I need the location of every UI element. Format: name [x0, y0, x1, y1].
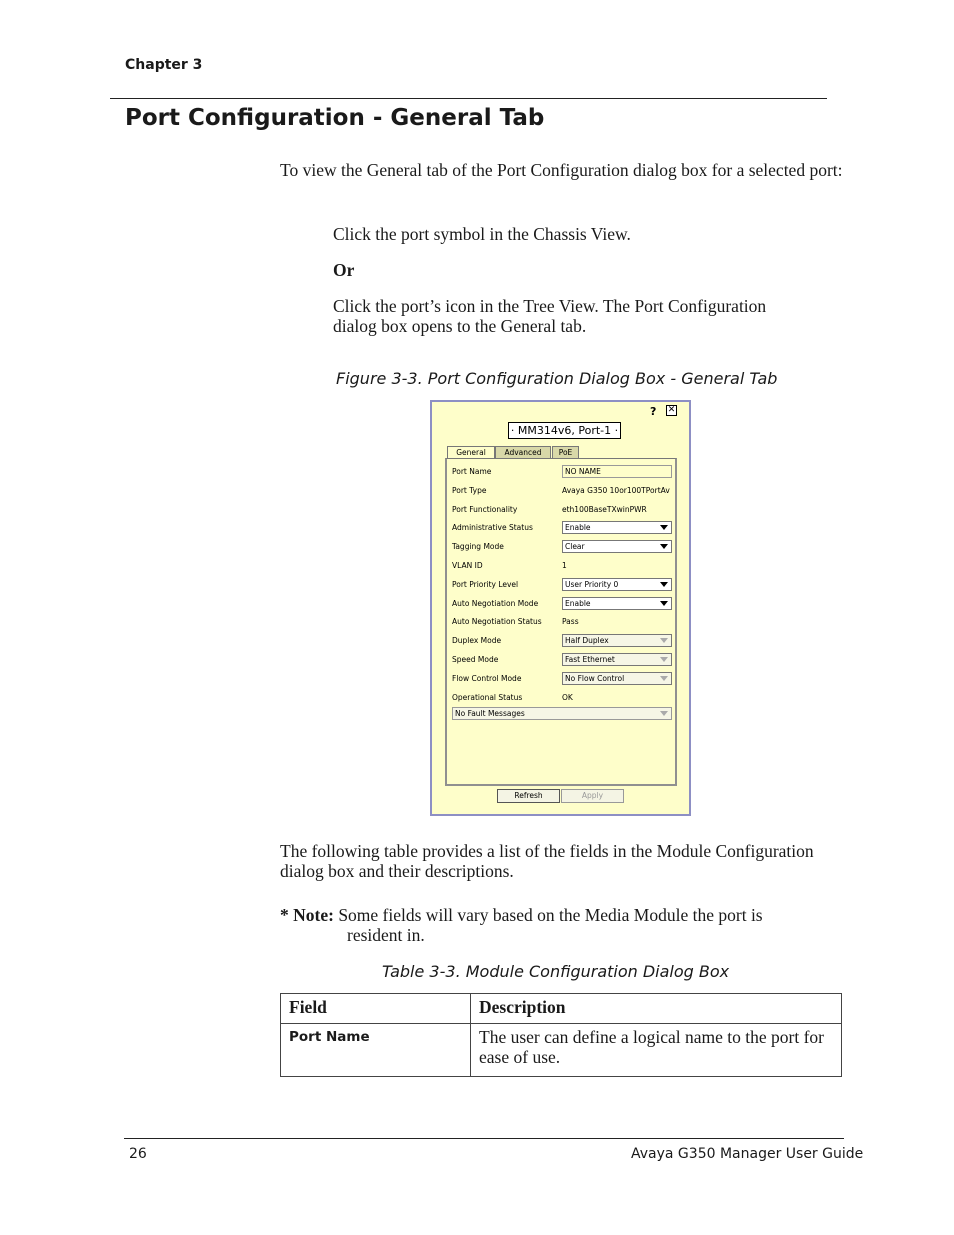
- apply-button: Apply: [561, 789, 624, 803]
- note-text-line1: Some fields will vary based on the Media Module the port is: [333, 905, 763, 925]
- dialog-field-row: [452, 692, 674, 704]
- chevron-down-icon: [660, 525, 668, 530]
- dialog-field-value: 1: [562, 561, 567, 570]
- dialog-field-row: [452, 504, 674, 516]
- dialog-field-value: Clear: [565, 542, 585, 552]
- dialog-select: [562, 540, 672, 553]
- dialog-field-label: Administrative Status: [452, 523, 533, 533]
- chevron-down-icon: [660, 582, 668, 587]
- chevron-down-icon: [660, 638, 668, 643]
- port-configuration-dialog-figure: [430, 400, 691, 816]
- guide-name: Avaya G350 Manager User Guide: [631, 1146, 864, 1162]
- dialog-field-row: [452, 579, 674, 591]
- header-rule: [110, 98, 827, 99]
- column-header-field: Field: [281, 994, 471, 1024]
- dialog-field-label: Port Priority Level: [452, 579, 519, 589]
- dialog-field-label: Flow Control Mode: [452, 673, 522, 683]
- dialog-field-row: [452, 466, 674, 478]
- dialog-field-value: Pass: [562, 617, 579, 627]
- chevron-down-icon: [660, 601, 668, 606]
- general-tab-panel: [445, 458, 677, 786]
- dialog-body: [432, 402, 689, 814]
- dialog-field-row: [452, 616, 674, 628]
- dialog-field-value: Avaya G350 10or100TPortAv: [562, 485, 670, 495]
- chevron-down-icon: [660, 544, 668, 549]
- dialog-field-value: Enable: [565, 598, 591, 608]
- page-number: 26: [129, 1146, 147, 1162]
- step-1-text: Click the port symbol in the Chassis View.: [333, 224, 631, 244]
- table-caption: Table 3-3. Module Configuration Dialog Box: [382, 962, 730, 981]
- table-header-row: [281, 994, 842, 1024]
- column-header-description: Description: [471, 994, 842, 1024]
- dialog-field-row: [452, 541, 674, 553]
- field-cell: Port Name: [281, 1024, 471, 1077]
- close-icon: ✕: [667, 405, 676, 415]
- dialog-field-label: Port Name: [452, 467, 492, 476]
- dialog-field-value: User Priority 0: [565, 579, 619, 589]
- intro-paragraph: To view the General tab of the Port Configuration dialog box for a selected port:: [280, 160, 843, 180]
- chapter-label: Chapter 3: [125, 57, 203, 73]
- dialog-field-label: Speed Mode: [452, 655, 499, 664]
- tab-poe: PoE: [552, 446, 579, 458]
- fault-messages-select: [452, 707, 672, 720]
- dialog-field-row: [452, 673, 674, 685]
- chevron-down-icon: [660, 711, 668, 716]
- section-title: Port Configuration - General Tab: [125, 105, 545, 131]
- table-row: [281, 1024, 842, 1077]
- dialog-field-label: Auto Negotiation Mode: [452, 598, 539, 608]
- step-2-text: Click the port’s icon in the Tree View. The Port Configuration dialog box opens to the General tab.: [333, 296, 767, 336]
- figure-caption: Figure 3-3. Port Configuration Dialog Box - General Tab: [336, 369, 778, 388]
- table-intro-paragraph: The following table provides a list of the fields in the Module Configuration dialog box and their descriptions.: [280, 841, 814, 881]
- dialog-field-row: [452, 560, 674, 572]
- dialog-field-label: Duplex Mode: [452, 636, 502, 646]
- chevron-down-icon: [660, 676, 668, 681]
- footer-rule: [124, 1138, 844, 1139]
- dialog-field-label: Tagging Mode: [452, 542, 504, 552]
- note: [280, 905, 840, 945]
- refresh-button: Refresh: [497, 789, 560, 803]
- dialog-field-label: Auto Negotiation Status: [452, 617, 542, 627]
- dialog-select: [562, 578, 672, 591]
- tab-general: General: [447, 446, 495, 458]
- dialog-field-row: [452, 522, 674, 534]
- dialog-field-row: [452, 485, 674, 497]
- dialog-field-row: [452, 654, 674, 666]
- description-cell: The user can define a logical name to the port for ease of use.: [471, 1024, 842, 1077]
- dialog-select: [562, 521, 672, 534]
- dialog-field-row: [452, 635, 674, 647]
- dialog-field-label: VLAN ID: [452, 561, 483, 570]
- dialog-field-value: OK: [562, 692, 573, 702]
- dialog-field-value: Enable: [565, 523, 591, 533]
- dialog-select: [562, 672, 672, 685]
- dialog-field-label: Operational Status: [452, 692, 523, 702]
- dialog-field-label: Port Type: [452, 485, 487, 495]
- port-selector: · MM314v6, Port-1 ·: [508, 422, 621, 439]
- note-text-line2: resident in.: [347, 925, 425, 945]
- note-label: * Note:: [280, 905, 334, 925]
- or-label: Or: [333, 260, 355, 280]
- dialog-field-row: [452, 598, 674, 610]
- tab-advanced: Advanced: [495, 446, 551, 458]
- dialog-field-value: Fast Ethernet: [565, 655, 615, 664]
- dialog-select: [562, 634, 672, 647]
- help-icon: ?: [650, 405, 657, 418]
- chevron-down-icon: [660, 657, 668, 662]
- module-configuration-table: [280, 993, 842, 1077]
- dialog-field-value: eth100BaseTXwinPWR: [562, 504, 647, 514]
- dialog-select: [562, 653, 672, 666]
- dialog-field-label: Port Functionality: [452, 504, 518, 514]
- fault-messages-value: No Fault Messages: [455, 709, 525, 718]
- dialog-text-field: [562, 465, 672, 478]
- dialog-field-value: No Flow Control: [565, 673, 625, 683]
- dialog-select: [562, 597, 672, 610]
- dialog-field-value: Half Duplex: [565, 636, 609, 646]
- dialog-field-value: NO NAME: [565, 467, 601, 476]
